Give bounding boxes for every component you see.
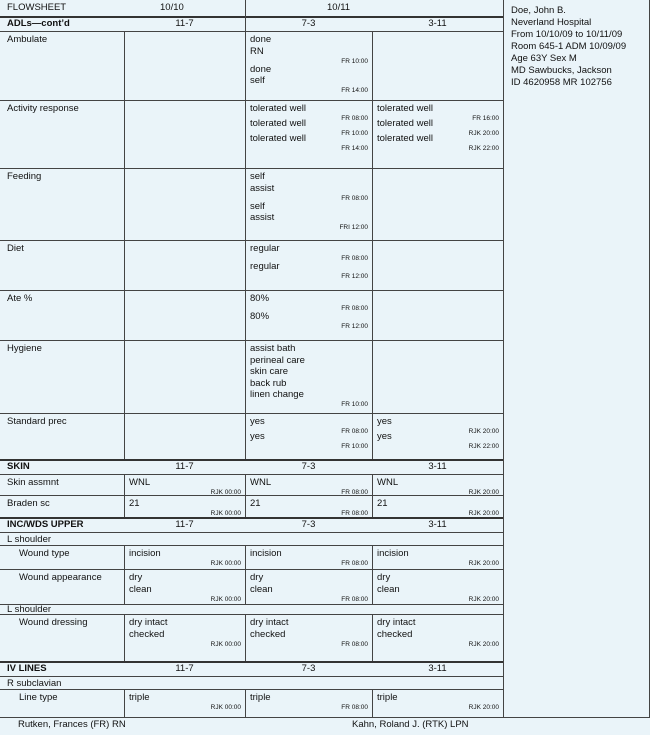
- cell-signature-time: RJK 20:00: [468, 428, 499, 435]
- patient-room: Room 645-1 ADM 10/09/09: [511, 41, 627, 52]
- cell-signature-time: RJK 20:00: [468, 595, 499, 603]
- cell-signature-time: FR 16:00: [472, 115, 499, 122]
- cell-entry-text: dry: [129, 572, 143, 583]
- grid-line: [372, 689, 373, 717]
- shift-header: 11-7: [175, 461, 194, 472]
- row-label-wound-type: Wound type: [19, 548, 70, 559]
- row-label-hygiene: Hygiene: [7, 343, 42, 354]
- cell-entry-text: yes: [250, 431, 265, 442]
- cell-entry-text: back rub: [250, 377, 287, 389]
- grid-line: [245, 0, 246, 16]
- grid-line: [245, 614, 246, 661]
- patient-info-panel: [504, 0, 650, 718]
- row-label-ate: Ate %: [7, 293, 33, 304]
- cell-entry-text: regular: [250, 243, 280, 254]
- cell-signature-time: FR 08:00: [341, 428, 368, 435]
- shift-header: 3-11: [428, 461, 447, 472]
- patient-age-sex: Age 63Y Sex M: [511, 53, 577, 64]
- shift-header: 3-11: [428, 663, 447, 674]
- row-label-wound-app: Wound appearance: [19, 572, 102, 583]
- cell-signature-time: FR 10:00: [341, 130, 368, 137]
- footer-left-signature: Rutken, Frances (FR) RN: [18, 719, 126, 730]
- grid-line: [124, 31, 125, 459]
- shift-header: 3-11: [428, 18, 447, 29]
- cell-entry-text: checked: [377, 628, 413, 640]
- cell-entry-text: clean: [377, 583, 400, 595]
- cell-signature-time: FR 08:00: [341, 510, 368, 517]
- section-skin: SKIN: [7, 461, 30, 472]
- grid-line: [124, 689, 125, 717]
- section-iv-lines: IV LINES: [7, 663, 47, 674]
- row-label-l-shoulder: L shoulder: [7, 534, 52, 545]
- cell-entry-text: triple: [377, 692, 398, 703]
- cell-entry-text: incision: [250, 548, 282, 559]
- cell-entry-text: self: [250, 200, 265, 212]
- grid-line: [124, 545, 125, 604]
- cell-signature-time: FR 14:00: [341, 87, 368, 94]
- grid-line: [0, 240, 503, 241]
- grid-line: [0, 569, 503, 570]
- cell-signature-time: FR 08:00: [341, 595, 368, 603]
- cell-signature-time: FR 08:00: [341, 305, 368, 312]
- row-label-l-shoulder: L shoulder: [7, 604, 52, 615]
- cell-entry-text: dry intact: [129, 617, 168, 628]
- cell-entry-text: tolerated well: [377, 118, 433, 129]
- cell-entry-text: tolerated well: [377, 133, 433, 144]
- footer: [0, 717, 650, 735]
- grid-line: [0, 168, 503, 169]
- patient-dates: From 10/10/09 to 10/11/09: [511, 29, 623, 40]
- cell-entry-text: perineal care: [250, 354, 305, 366]
- grid-line: [0, 495, 503, 496]
- patient-md: MD Sawbucks, Jackson: [511, 65, 612, 76]
- grid-line: [245, 689, 246, 717]
- grid-line: [245, 16, 246, 459]
- cell-entry-text: WNL: [129, 477, 151, 488]
- cell-entry-text: 21: [377, 498, 388, 509]
- grid-line: [0, 474, 503, 475]
- cell-entry-text: WNL: [250, 477, 272, 488]
- cell-entry-text: assist bath: [250, 343, 296, 354]
- cell-signature-time: FR 08:00: [341, 640, 368, 648]
- grid-line: [245, 474, 246, 517]
- grid-line: [0, 604, 503, 605]
- cell-entry-text: yes: [250, 416, 265, 427]
- row-label-diet: Diet: [7, 243, 24, 254]
- cell-entry-text: RN: [250, 45, 264, 57]
- cell-signature-time: RJK 00:00: [210, 489, 241, 496]
- cell-entry-text: tolerated well: [250, 118, 306, 129]
- shift-header: 7-3: [301, 461, 316, 472]
- cell-signature-time: RJK 00:00: [210, 640, 241, 648]
- grid-line: [0, 413, 503, 414]
- flowsheet-header-row: [0, 0, 503, 17]
- cell-signature-time: RJK 00:00: [210, 510, 241, 517]
- section-adls: ADLs—cont’d: [7, 18, 70, 29]
- cell-signature-time: RJK 22:00: [468, 145, 499, 152]
- row-label-wound-dressing: Wound dressing: [19, 617, 88, 628]
- cell-entry-text: self: [250, 171, 265, 182]
- row-label-ambulate: Ambulate: [7, 34, 48, 45]
- grid-line: [0, 290, 503, 291]
- cell-entry-text: clean: [250, 583, 273, 595]
- grid-line: [0, 689, 503, 690]
- shift-header: 11-7: [175, 18, 194, 29]
- grid-line: [0, 31, 503, 32]
- grid-line: [372, 614, 373, 661]
- cell-signature-time: FR 08:00: [341, 560, 368, 567]
- cell-signature-time: RJK 00:00: [210, 595, 241, 603]
- cell-entry-text: 80%: [250, 311, 270, 322]
- row-label-braden: Braden sc: [7, 498, 50, 509]
- grid-line: [0, 532, 503, 533]
- date-1: 10/10: [160, 2, 184, 13]
- cell-signature-time: RJK 20:00: [468, 704, 499, 711]
- date-2: 10/11: [327, 2, 351, 13]
- row-label-r-subclavian: R subclavian: [7, 678, 62, 689]
- cell-entry-text: done: [250, 63, 272, 75]
- cell-entry-text: done: [250, 34, 272, 45]
- row-label-activity: Activity response: [7, 103, 79, 114]
- shift-header: 11-7: [175, 663, 194, 674]
- cell-signature-time: FR 12:00: [341, 273, 368, 280]
- row-label-feeding: Feeding: [7, 171, 42, 182]
- cell-signature-time: RJK 22:00: [468, 443, 499, 450]
- grid-line: [124, 474, 125, 517]
- row-label-line-type: Line type: [19, 692, 58, 703]
- cell-entry-text: incision: [129, 548, 161, 559]
- grid-line: [372, 474, 373, 517]
- cell-signature-time: RJK 20:00: [468, 560, 499, 567]
- cell-entry-text: assist: [250, 182, 275, 194]
- grid-line: [372, 31, 373, 459]
- cell-entry-text: assist: [250, 212, 275, 223]
- cell-signature-time: FR 10:00: [341, 57, 368, 65]
- cell-signature-time: RJK 20:00: [468, 640, 499, 648]
- cell-signature-time: FR 14:00: [341, 145, 368, 152]
- cell-signature-time: FR 10:00: [341, 401, 368, 408]
- cell-entry-text: yes: [377, 416, 392, 427]
- patient-hospital: Neverland Hospital: [511, 17, 592, 28]
- patient-ids: ID 4620958 MR 102756: [511, 77, 612, 88]
- section-inc-wds: INC/WDS UPPER: [7, 519, 84, 530]
- cell-entry-text: dry intact: [250, 617, 289, 628]
- cell-entry-text: tolerated well: [377, 103, 433, 114]
- patient-name: Doe, John B.: [511, 5, 566, 16]
- cell-signature-time: FR 08:00: [341, 255, 368, 262]
- flowsheet-title: FLOWSHEET: [7, 2, 67, 13]
- cell-signature-time: FR 08:00: [341, 489, 368, 496]
- grid-line: [0, 614, 503, 615]
- cell-entry-text: linen change: [250, 389, 304, 400]
- cell-entry-text: dry: [250, 572, 264, 583]
- cell-entry-text: regular: [250, 261, 280, 272]
- shift-header: 3-11: [428, 519, 447, 530]
- shift-header: 7-3: [301, 519, 316, 530]
- cell-entry-text: dry intact: [377, 617, 416, 628]
- cell-signature-time: FRI 12:00: [339, 224, 368, 231]
- cell-entry-text: triple: [250, 692, 271, 703]
- cell-entry-text: checked: [250, 628, 286, 640]
- cell-signature-time: RJK 20:00: [468, 489, 499, 496]
- cell-signature-time: RJK 00:00: [210, 704, 241, 711]
- cell-signature-time: RJK 20:00: [468, 510, 499, 517]
- grid-line: [0, 676, 503, 677]
- grid-line: [245, 545, 246, 604]
- cell-entry-text: tolerated well: [250, 133, 306, 144]
- cell-signature-time: RJK 00:00: [210, 560, 241, 567]
- shift-header: 7-3: [301, 663, 316, 674]
- cell-entry-text: tolerated well: [250, 103, 306, 114]
- cell-signature-time: FR 08:00: [341, 194, 368, 202]
- cell-entry-text: incision: [377, 548, 409, 559]
- grid-line: [0, 340, 503, 341]
- footer-right-signature: Kahn, Roland J. (RTK) LPN: [352, 719, 469, 730]
- row-label-skin-assmnt: Skin assmnt: [7, 477, 59, 488]
- grid-line: [0, 545, 503, 546]
- cell-signature-time: FR 08:00: [341, 115, 368, 122]
- grid-line: [372, 545, 373, 604]
- cell-entry-text: 80%: [250, 293, 270, 304]
- cell-entry-text: clean: [129, 583, 152, 595]
- cell-signature-time: FR 10:00: [341, 443, 368, 450]
- shift-header: 11-7: [175, 519, 194, 530]
- row-label-standard: Standard prec: [7, 416, 67, 427]
- cell-entry-text: 21: [129, 498, 140, 509]
- cell-entry-text: self: [250, 75, 265, 86]
- grid-line: [124, 614, 125, 661]
- cell-signature-time: FR 12:00: [341, 323, 368, 330]
- cell-entry-text: 21: [250, 498, 261, 509]
- cell-signature-time: FR 08:00: [341, 704, 368, 711]
- shift-header: 7-3: [301, 18, 316, 29]
- grid-line: [0, 100, 503, 101]
- cell-entry-text: WNL: [377, 477, 399, 488]
- cell-entry-text: triple: [129, 692, 150, 703]
- cell-entry-text: skin care: [250, 366, 289, 377]
- cell-entry-text: dry: [377, 572, 391, 583]
- cell-signature-time: RJK 20:00: [468, 130, 499, 137]
- cell-entry-text: yes: [377, 431, 392, 442]
- cell-entry-text: checked: [129, 628, 165, 640]
